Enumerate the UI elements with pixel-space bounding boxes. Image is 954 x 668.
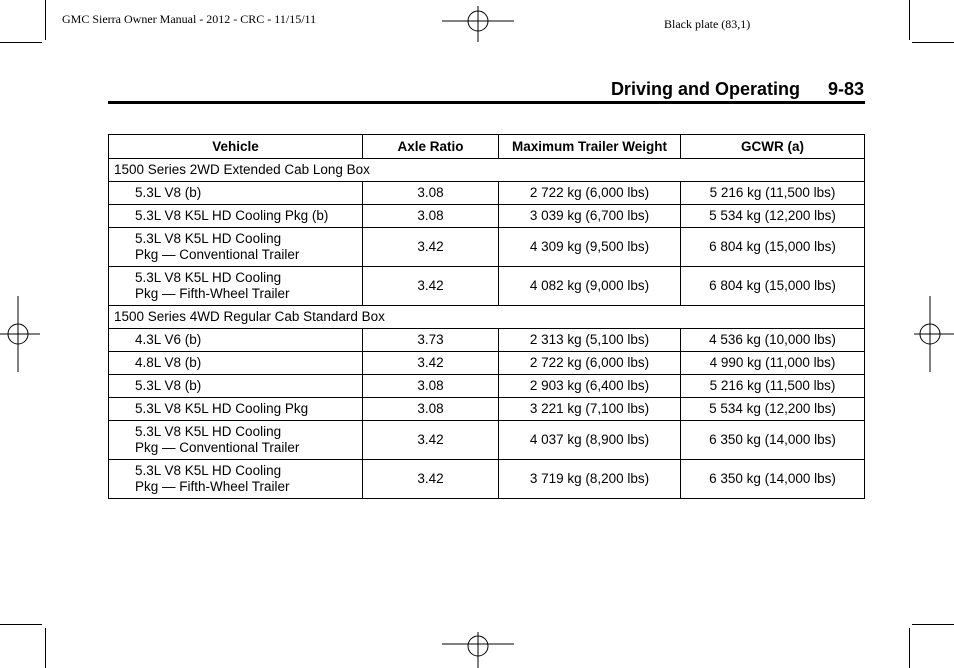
axle-ratio-cell: 3.42 — [363, 267, 499, 306]
vehicle-cell — [109, 228, 363, 267]
gcwr-cell: 5 534 kg (12,200 lbs) — [681, 398, 865, 421]
trailer-weight-cell: 2 903 kg (6,400 lbs) — [499, 375, 681, 398]
gcwr-cell: 5 216 kg (11,500 lbs) — [681, 182, 865, 205]
vehicle-line: 5.3L V8 K5L HD Cooling — [135, 231, 282, 246]
group-heading-row — [109, 306, 865, 329]
vehicle-cell: 5.3L V8 (b) — [109, 182, 363, 205]
axle-ratio-cell: 3.08 — [363, 398, 499, 421]
title-rule — [108, 101, 865, 104]
registration-mark-top — [442, 6, 514, 42]
vehicle-line: 5.3L V8 K5L HD Cooling — [135, 270, 282, 285]
axle-ratio-cell: 3.08 — [363, 182, 499, 205]
column-header-gcwr: GCWR (a) — [681, 135, 865, 159]
vehicle-line: Pkg — Fifth-Wheel Trailer — [135, 479, 290, 494]
axle-ratio-cell: 3.08 — [363, 375, 499, 398]
registration-mark-bottom — [442, 632, 514, 668]
gcwr-cell: 4 990 kg (11,000 lbs) — [681, 352, 865, 375]
vehicle-cell: 5.3L V8 K5L HD Cooling Pkg (b) — [109, 205, 363, 228]
table-row — [109, 182, 865, 205]
vehicle-cell — [109, 460, 363, 499]
vehicle-cell — [109, 421, 363, 460]
column-header-axle-ratio: Axle Ratio — [363, 135, 499, 159]
table-row — [109, 205, 865, 228]
trailer-weight-cell: 3 039 kg (6,700 lbs) — [499, 205, 681, 228]
gcwr-cell: 6 350 kg (14,000 lbs) — [681, 460, 865, 499]
table-header-row — [109, 135, 865, 159]
trailer-weight-cell: 4 037 kg (8,900 lbs) — [499, 421, 681, 460]
gcwr-cell: 4 536 kg (10,000 lbs) — [681, 329, 865, 352]
group-heading-row — [109, 159, 865, 182]
document-info: GMC Sierra Owner Manual - 2012 - CRC - 11/15/11 — [62, 12, 317, 26]
crop-mark — [45, 0, 46, 40]
axle-ratio-cell: 3.73 — [363, 329, 499, 352]
table-row — [109, 398, 865, 421]
plate-info: Black plate (83,1) — [664, 17, 751, 31]
registration-mark-left — [0, 296, 40, 372]
crop-mark — [909, 628, 910, 668]
vehicle-line: 5.3L V8 K5L HD Cooling — [135, 463, 282, 478]
table-row — [109, 267, 865, 306]
table-row — [109, 352, 865, 375]
vehicle-line: Pkg — Conventional Trailer — [135, 440, 300, 455]
trailer-weight-cell: 4 082 kg (9,000 lbs) — [499, 267, 681, 306]
vehicle-cell: 5.3L V8 K5L HD Cooling Pkg — [109, 398, 363, 421]
vehicle-line: Pkg — Fifth-Wheel Trailer — [135, 286, 290, 301]
trailer-weight-cell: 2 313 kg (5,100 lbs) — [499, 329, 681, 352]
axle-ratio-cell: 3.08 — [363, 205, 499, 228]
vehicle-cell: 4.3L V6 (b) — [109, 329, 363, 352]
axle-ratio-cell: 3.42 — [363, 421, 499, 460]
vehicle-cell — [109, 267, 363, 306]
crop-mark — [912, 624, 954, 625]
vehicle-line: 5.3L V8 K5L HD Cooling — [135, 424, 282, 439]
section-title: Driving and Operating — [610, 79, 800, 99]
trailer-weight-table — [108, 134, 865, 499]
page-number: 9-83 — [827, 79, 864, 99]
table-row — [109, 421, 865, 460]
axle-ratio-cell: 3.42 — [363, 352, 499, 375]
vehicle-line: Pkg — Conventional Trailer — [135, 247, 300, 262]
crop-mark — [912, 42, 954, 43]
axle-ratio-cell: 3.42 — [363, 460, 499, 499]
column-header-max-trailer-weight: Maximum Trailer Weight — [499, 135, 681, 159]
table-row — [109, 460, 865, 499]
table-row — [109, 375, 865, 398]
vehicle-cell: 5.3L V8 (b) — [109, 375, 363, 398]
vehicle-cell: 4.8L V8 (b) — [109, 352, 363, 375]
trailer-weight-cell: 2 722 kg (6,000 lbs) — [499, 352, 681, 375]
trailer-weight-cell: 3 719 kg (8,200 lbs) — [499, 460, 681, 499]
gcwr-cell: 5 534 kg (12,200 lbs) — [681, 205, 865, 228]
trailer-weight-cell: 3 221 kg (7,100 lbs) — [499, 398, 681, 421]
gcwr-cell: 6 804 kg (15,000 lbs) — [681, 267, 865, 306]
crop-mark — [909, 0, 910, 40]
gcwr-cell: 6 350 kg (14,000 lbs) — [681, 421, 865, 460]
registration-mark-right — [914, 296, 954, 372]
crop-mark — [0, 42, 42, 43]
crop-mark — [45, 628, 46, 668]
column-header-vehicle: Vehicle — [109, 135, 363, 159]
gcwr-cell: 6 804 kg (15,000 lbs) — [681, 228, 865, 267]
table-row — [109, 329, 865, 352]
section-header — [560, 79, 864, 100]
trailer-weight-cell: 2 722 kg (6,000 lbs) — [499, 182, 681, 205]
group-heading: 1500 Series 2WD Extended Cab Long Box — [109, 159, 865, 182]
trailer-weight-cell: 4 309 kg (9,500 lbs) — [499, 228, 681, 267]
group-heading: 1500 Series 4WD Regular Cab Standard Box — [109, 306, 865, 329]
crop-mark — [0, 624, 42, 625]
axle-ratio-cell: 3.42 — [363, 228, 499, 267]
table-row — [109, 228, 865, 267]
gcwr-cell: 5 216 kg (11,500 lbs) — [681, 375, 865, 398]
